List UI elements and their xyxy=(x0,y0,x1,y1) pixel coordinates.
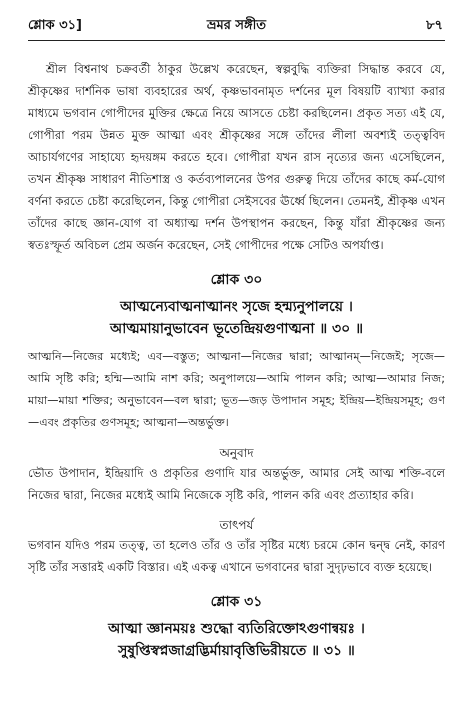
verse-31-line-1: আত্মা জ্ঞানময়ঃ শুদ্ধো ব্যতিরিক্তোঽগুণান্বয়ঃ । xyxy=(108,621,365,637)
header-verse-ref: শ্লোক ৩১] xyxy=(28,18,82,33)
verse-30-heading: শ্লোক ৩০ xyxy=(210,272,263,288)
purport-continued: শ্রীল বিশ্বনাথ চক্রবর্তী ঠাকুর উল্লেখ করেছেন, স্বল্পবুদ্ধি ব্যক্তিরা সিদ্ধান্ত করবে যে, শ্রীকৃষ্ণের দার্শনিক ভাষা ব্যবহারের অর্থ, কৃষ্ণভাবনামৃত দর্শনের মূল বিষয়টি ব্যাখ্যা করার মাধ্যমে ভগবান গোপীদের মুক্তির ক্ষেত্রে নিয়ে আসতে চেষ্টা করছিলেন। প্রকৃত সত্য এই যে, গোপীরা পরম উন্নত মুক্ত আত্মা এবং শ্রীকৃষ্ণের সঙ্গে তাঁদের লীলা অবশ্যই তত্ত্ববিদ আচার্যগণের সাহায্যে হৃদয়ঙ্গম করতে হবে। গোপীরা যখন রাস নৃত্যের জন্য এসেছিলেন, তখন শ্রীকৃষ্ণ সাধারণ নীতিশাস্ত্র ও কর্তব্যপালনের উপর গুরুত্ব দিয়ে তাঁদের কাছে কর্ম-যোগ বর্ণনা করতে চেষ্টা করেছিলেন, কিন্তু গোপীরা সেইসবের ঊর্ধ্বে ছিলেন। তেমনই, শ্রীকৃষ্ণ এখন তাঁদের কাছে জ্ঞান-যোগ বা অধ্যাত্ম দর্শন উপস্থাপন করছেন, কিন্তু যাঁরা শ্রীকৃষ্ণের জন্য স্বতঃস্ফূর্ত অবিচল প্রেম অর্জন করেছেন, সেই গোপীদের পক্ষে সেটিও অপর্যাপ্ত। xyxy=(28,62,445,252)
header-page-number: ৮৭ xyxy=(426,18,443,33)
verse-30-line-2: আত্মমায়ানুভাবেন ভূতেন্দ্রিয়গুণাত্মনা ॥ ৩০ ॥ xyxy=(109,321,364,337)
verse-31-heading: শ্লোক ৩১ xyxy=(210,594,263,610)
page-body xyxy=(28,58,445,662)
translation-label: অনুবাদ xyxy=(219,446,254,460)
purport-label: তাৎপর্য xyxy=(219,518,254,532)
header-rule xyxy=(28,40,445,41)
verse-30-translation: ভৌত উপাদান, ইন্দ্রিয়াদি ও প্রকৃতির গুণাদি যার অন্তর্ভুক্ত, আমার সেই আত্ম শক্তি-বলে নিজের দ্বারা, নিজের মধ্যেই আমি নিজেকে সৃষ্টি করি, পালন করি এবং প্রত্যাহার করি। xyxy=(28,466,445,502)
verse-30-synonyms: আত্মনি—নিজের মধ্যেই; এব—বস্তুত; আত্মনা—নিজের দ্বারা; আত্মানম্—নিজেই; সৃজে—আমি সৃষ্টি করি; হন্মি—আমি নাশ করি; অনুপালয়ে—আমি পালন করি; আত্ম—আমার নিজ; মায়া—মায়া শক্তির; অনুভাবেন—বল দ্বারা; ভূত—জড় উপাদান সমূহ; ইন্দ্রিয়—ইন্দ্রিয়সমূহ; গুণ—এবং প্রকৃতির গুণসমূহ; আত্মনা—অন্তর্ভুক্ত। xyxy=(28,350,445,429)
header-chapter-title: ভ্রমর সঙ্গীত xyxy=(206,18,267,33)
verse-31-line-2: সুষুপ্তিস্বপ্নজাগ্রদ্ভির্মায়াবৃত্তিভিরীয়তে ॥ ৩১ ॥ xyxy=(118,643,355,659)
verse-30-line-1: আত্মন্যেবাত্মনাত্মানং সৃজে হন্ম্যনুপালয়ে । xyxy=(120,299,353,315)
page-header xyxy=(28,16,445,34)
verse-30-purport: ভগবান যদিও পরম তত্ত্ব, তা হলেও তাঁর ও তাঁর সৃষ্টির মধ্যে চরমে কোন দ্বন্দ্ব নেই, কারণ সৃষ্টি তাঁর সত্তারই একটি বিস্তার। এই একত্ব এখানে ভগবানের দ্বারা সুদৃঢ়ভাবে ব্যক্ত হয়েছে। xyxy=(28,538,445,574)
